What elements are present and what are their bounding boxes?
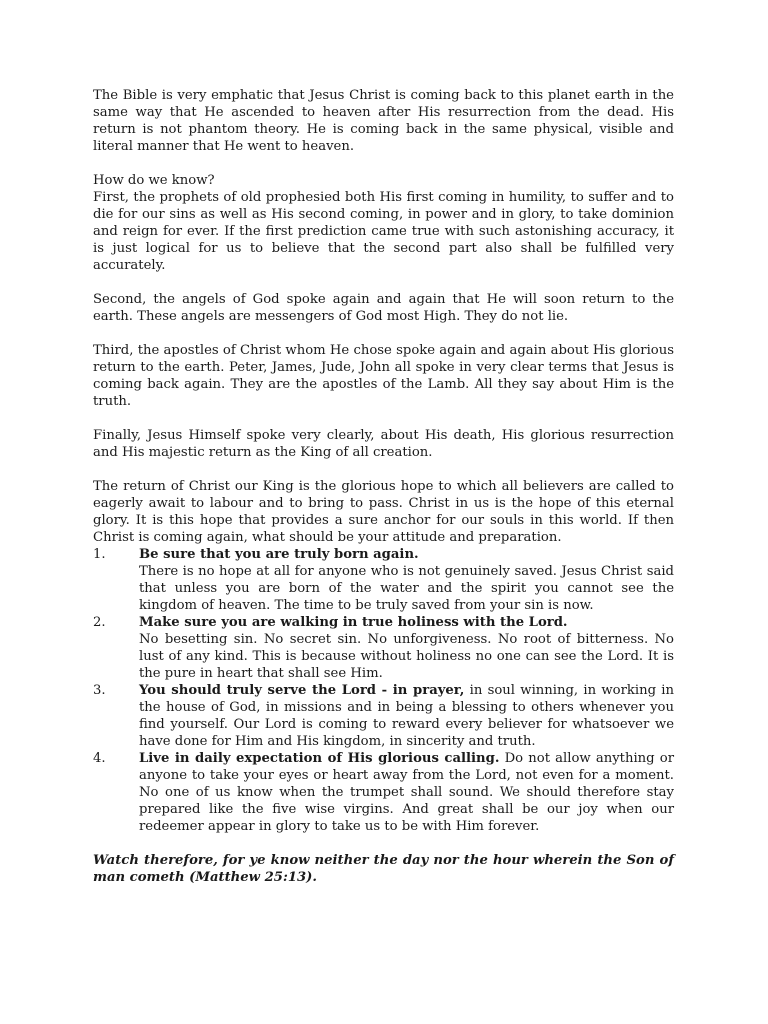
list-item: [93, 682, 674, 750]
list-item: [93, 546, 674, 614]
list-item-heading: Be sure that you are truly born again.: [139, 547, 419, 562]
list-item-text: Do not allow anything or anyone to take your eyes or heart away from the Lord, not even for a moment. No one of us know when the trumpet shall sound. We should therefore stay prepared like the five wise virgins. And great shall be our joy when our redeemer appear in glory to take us to be with Him forever.: [139, 751, 674, 834]
list-item-heading: You should truly serve the Lord - in prayer,: [139, 683, 465, 698]
list-item-number: 3.: [93, 683, 106, 698]
question-line: How do we know?: [93, 173, 215, 188]
list-item-text: No besetting sin. No secret sin. No unforgiveness. No root of bitterness. No lust of any kind. This is because without holiness no one can see the Lord. It is the pure in heart that shall see Him.: [139, 632, 674, 681]
list-item: [93, 614, 674, 682]
second-reason-paragraph: Second, the angels of God spoke again and again that He will soon return to the earth. These angels are messengers of God most High. They do not lie.: [93, 292, 674, 324]
list-item-number: 2.: [93, 615, 106, 630]
return-paragraph: The return of Christ our King is the glorious hope to which all believers are called to eagerly await to labour and to bring to pass. Christ in us is the hope of this eternal glory. It is this hope that provides a sure anchor for our souls in this world. If then Christ is coming again, what should be your attitude and preparation.: [93, 479, 674, 545]
list-item: [93, 750, 674, 835]
list-item-heading: Make sure you are walking in true holiness with the Lord.: [139, 615, 568, 630]
third-reason-paragraph: Third, the apostles of Christ whom He chose spoke again and again about His glorious return to the earth. Peter, James, Jude, John all spoke in very clear terms that Jesus is coming back again. They are the apostles of the Lamb. All they say about Him is the truth.: [93, 343, 674, 409]
document-page: [93, 87, 674, 903]
first-reason-paragraph: First, the prophets of old prophesied both His first coming in humility, to suffer and to die for our sins as well as His second coming, in power and in glory, to take dominion and reign for ever. If the first prediction came true with such astonishing accuracy, it is just logical for us to believe that the second part also shall be fulfilled very accurately.: [93, 190, 674, 273]
closing-verse: Watch therefore, for ye know neither the day nor the hour wherein the Son of man cometh (Matthew 25:13).: [93, 853, 674, 885]
list-item-number: 4.: [93, 751, 106, 766]
final-reason-paragraph: Finally, Jesus Himself spoke very clearly, about His death, His glorious resurrection and His majestic return as the King of all creation.: [93, 428, 674, 460]
list-item-text: in soul winning, in working in the house of God, in missions and in being a blessing to others whenever you find yourself. Our Lord is coming to reward every believer for whatsoever we have done for Him and His kingdom, in sincerity and truth.: [139, 683, 674, 749]
list-item-number: 1.: [93, 547, 106, 562]
list-item-heading: Live in daily expectation of His glorious calling.: [139, 751, 500, 766]
preparation-list: [93, 546, 674, 835]
intro-paragraph: The Bible is very emphatic that Jesus Christ is coming back to this planet earth in the same way that He ascended to heaven after His resurrection from the dead. His return is not phantom theory. He is coming back in the same physical, visible and literal manner that He went to heaven.: [93, 88, 674, 154]
list-item-text: There is no hope at all for anyone who is not genuinely saved. Jesus Christ said that unless you are born of the water and the spirit you cannot see the kingdom of heaven. The time to be truly saved from your sin is now.: [139, 564, 674, 613]
